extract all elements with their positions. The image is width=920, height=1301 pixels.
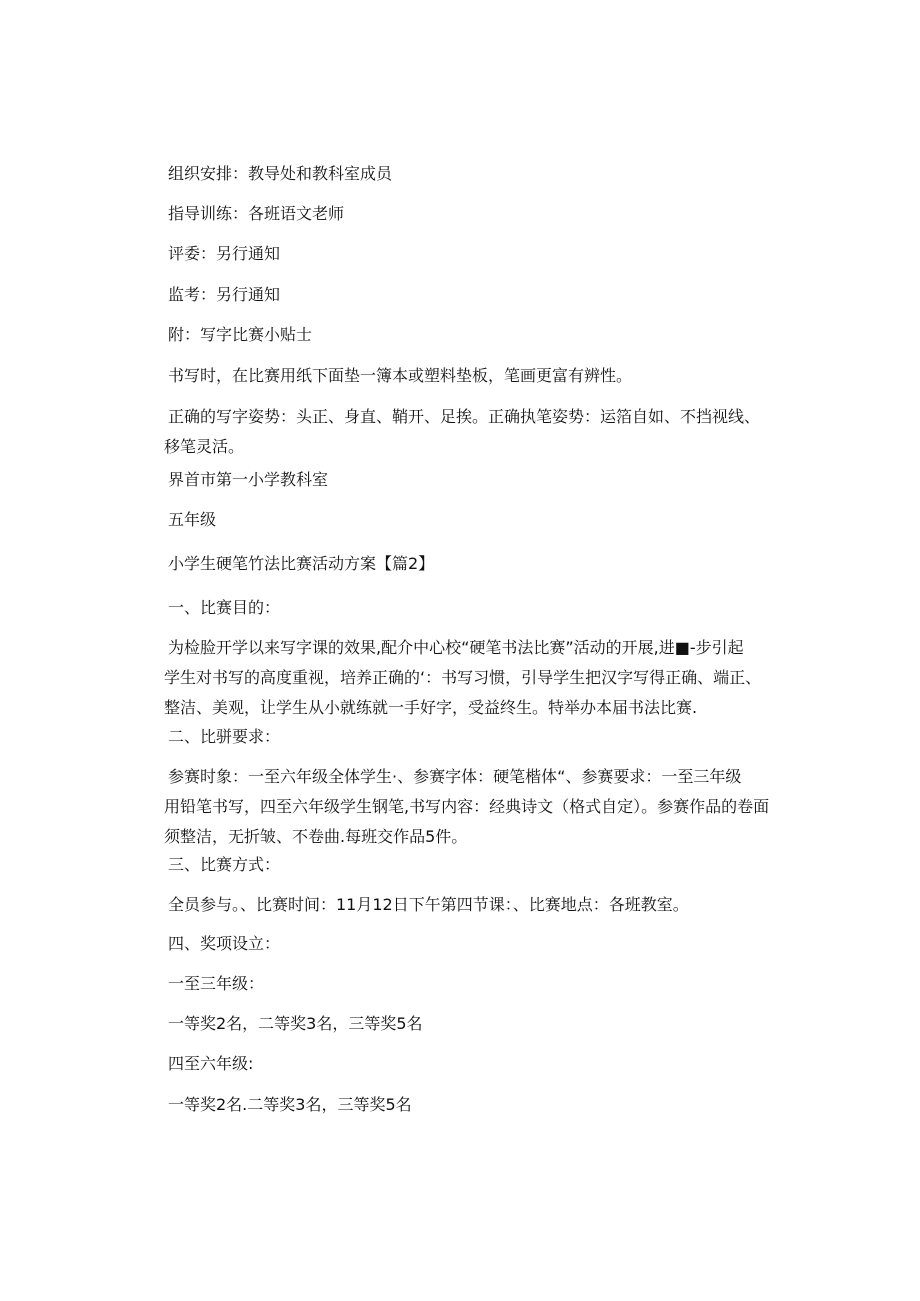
posture-line-1: 正确的写字姿势：头正、身直、鞘开、足挨。正确执笔姿势：运箔自如、不挡视线、: [168, 407, 761, 426]
section-1-heading: 一、比赛目的：: [168, 598, 281, 617]
section-3-body: 全员参与。、比赛时间：11月12日下午第四节课：、比赛地点：各班教室。: [168, 895, 689, 914]
section-2-heading: 二、比骈要求：: [168, 727, 281, 746]
section-3-heading: 三、比赛方式：: [168, 855, 281, 874]
instruction-line: 指导训练：各班语文老师: [168, 204, 345, 223]
signature-line: 界首市第一小学教科室: [168, 470, 329, 489]
posture-line-2: 移笔灵活。: [164, 437, 245, 456]
posture-paragraph: [164, 402, 796, 462]
section-2-line-1: 参赛时象：一至六年级全体学生·、参赛字体：硬笔楷体“、参赛要求：一至三年级: [168, 767, 742, 786]
award-group-1-prizes: 一等奖2名，二等奖3名，三等奖5名: [168, 1014, 423, 1033]
section-2-body: [164, 762, 796, 852]
writing-tip-line: 书写时，在比赛用纸下面垫一簿本或塑料垫板，笔画更富有辨性。: [168, 366, 633, 385]
section-2-line-3: 须整洁，无折皱、不卷曲.每班交作品5件。: [164, 827, 468, 846]
proctor-line: 监考：另行通知: [168, 285, 281, 304]
award-group-1-label: 一至三年级：: [168, 974, 265, 993]
section-1-body: [164, 633, 796, 723]
section-4-heading: 四、奖项设立：: [168, 934, 281, 953]
award-group-2-label: 四至六年级:: [168, 1054, 254, 1073]
award-group-2-prizes: 一等奖2名.二等奖3名，三等奖5名: [168, 1095, 412, 1114]
organization-line: 组织安排：教导处和教科室成员: [168, 164, 393, 183]
grade-line: 五年级: [168, 510, 217, 529]
appendix-line: 附：写字比赛小贴士: [168, 325, 313, 344]
section-1-line-2: 学生对书写的高度重视，培养正确的‘：书写习惯，引导学生把汉字写得正确、端正、: [164, 668, 762, 687]
judges-line: 评委：另行通知: [168, 244, 281, 263]
section-1-line-1: 为检脸开学以来写字课的效果,配介中心校“硬笔书法比赛”活动的开展,进■-步引起: [168, 638, 744, 657]
plan-title: 小学生硬笔竹法比赛活动方案【篇2】: [168, 554, 435, 573]
section-1-line-3: 整洁、美观，让学生从小就练就一手好字，受益终生。特举办本届书法比赛.: [164, 698, 698, 717]
section-2-line-2: 用铅笔书写，四至六年级学生钢笔,书写内容：经典诗文（格式自定）。参赛作品的卷面: [164, 797, 770, 816]
